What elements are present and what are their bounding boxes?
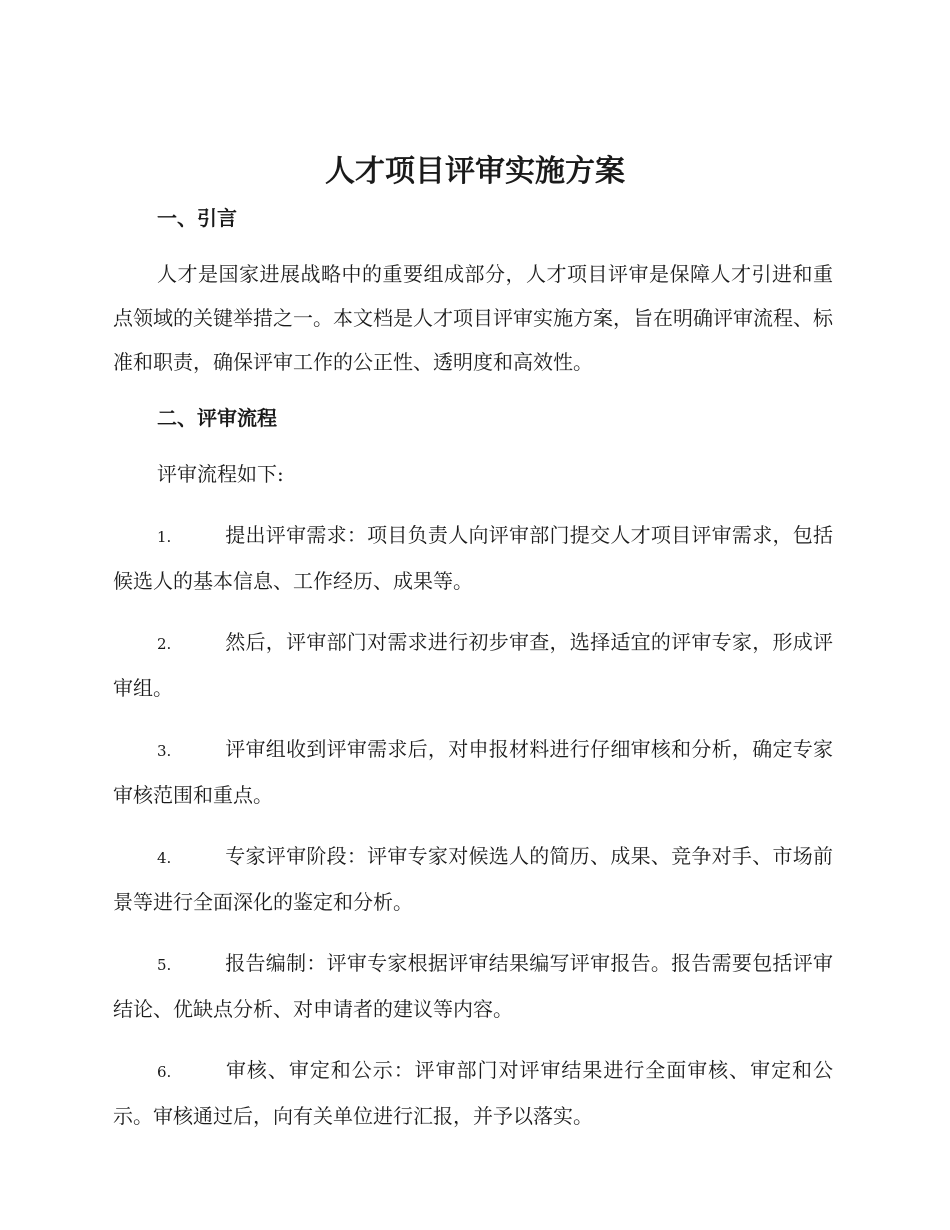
list-number: 2. bbox=[157, 635, 172, 653]
list-number: 6. bbox=[157, 1063, 172, 1081]
list-item bbox=[113, 620, 833, 710]
list-item-text: 审核、审定和公示：评审部门对评审结果进行全面审核、审定和公示。审核通过后，向有关单位进行汇报，并予以落实。 bbox=[113, 1058, 833, 1128]
list-item-text: 评审组收到评审需求后，对申报材料进行仔细审核和分析，确定专家审核范围和重点。 bbox=[113, 737, 833, 807]
list-item-text: 然后，评审部门对需求进行初步审查，选择适宜的评审专家，形成评审组。 bbox=[113, 630, 833, 700]
section-heading-introduction: 一、引言 bbox=[157, 206, 237, 230]
introduction-paragraph: 人才是国家进展战略中的重要组成部分，人才项目评审是保障人才引进和重点领域的关键举措之一。本文档是人才项目评审实施方案，旨在明确评审流程、标准和职责，确保评审工作的公正性、透明度和高效性。 bbox=[113, 262, 833, 374]
list-item-text: 专家评审阶段：评审专家对候选人的简历、成果、竞争对手、市场前景等进行全面深化的鉴定和分析。 bbox=[113, 844, 833, 914]
list-item-text: 提出评审需求：项目负责人向评审部门提交人才项目评审需求，包括候选人的基本信息、工作经历、成果等。 bbox=[113, 523, 833, 593]
list-number: 1. bbox=[157, 528, 172, 546]
list-number: 4. bbox=[157, 849, 172, 867]
list-item bbox=[113, 1048, 833, 1138]
list-item bbox=[113, 513, 833, 603]
list-number: 5. bbox=[157, 956, 172, 974]
list-number: 3. bbox=[157, 742, 172, 760]
list-item bbox=[113, 834, 833, 924]
list-item-text: 报告编制：评审专家根据评审结果编写评审报告。报告需要包括评审结论、优缺点分析、对申请者的建议等内容。 bbox=[113, 951, 833, 1021]
list-item bbox=[113, 941, 833, 1031]
review-process-intro: 评审流程如下: bbox=[157, 462, 284, 486]
list-item bbox=[113, 727, 833, 817]
document-body bbox=[113, 198, 833, 1138]
section-heading-review-process: 二、评审流程 bbox=[157, 406, 277, 430]
document-title: 人才项目评审实施方案 bbox=[325, 154, 625, 189]
